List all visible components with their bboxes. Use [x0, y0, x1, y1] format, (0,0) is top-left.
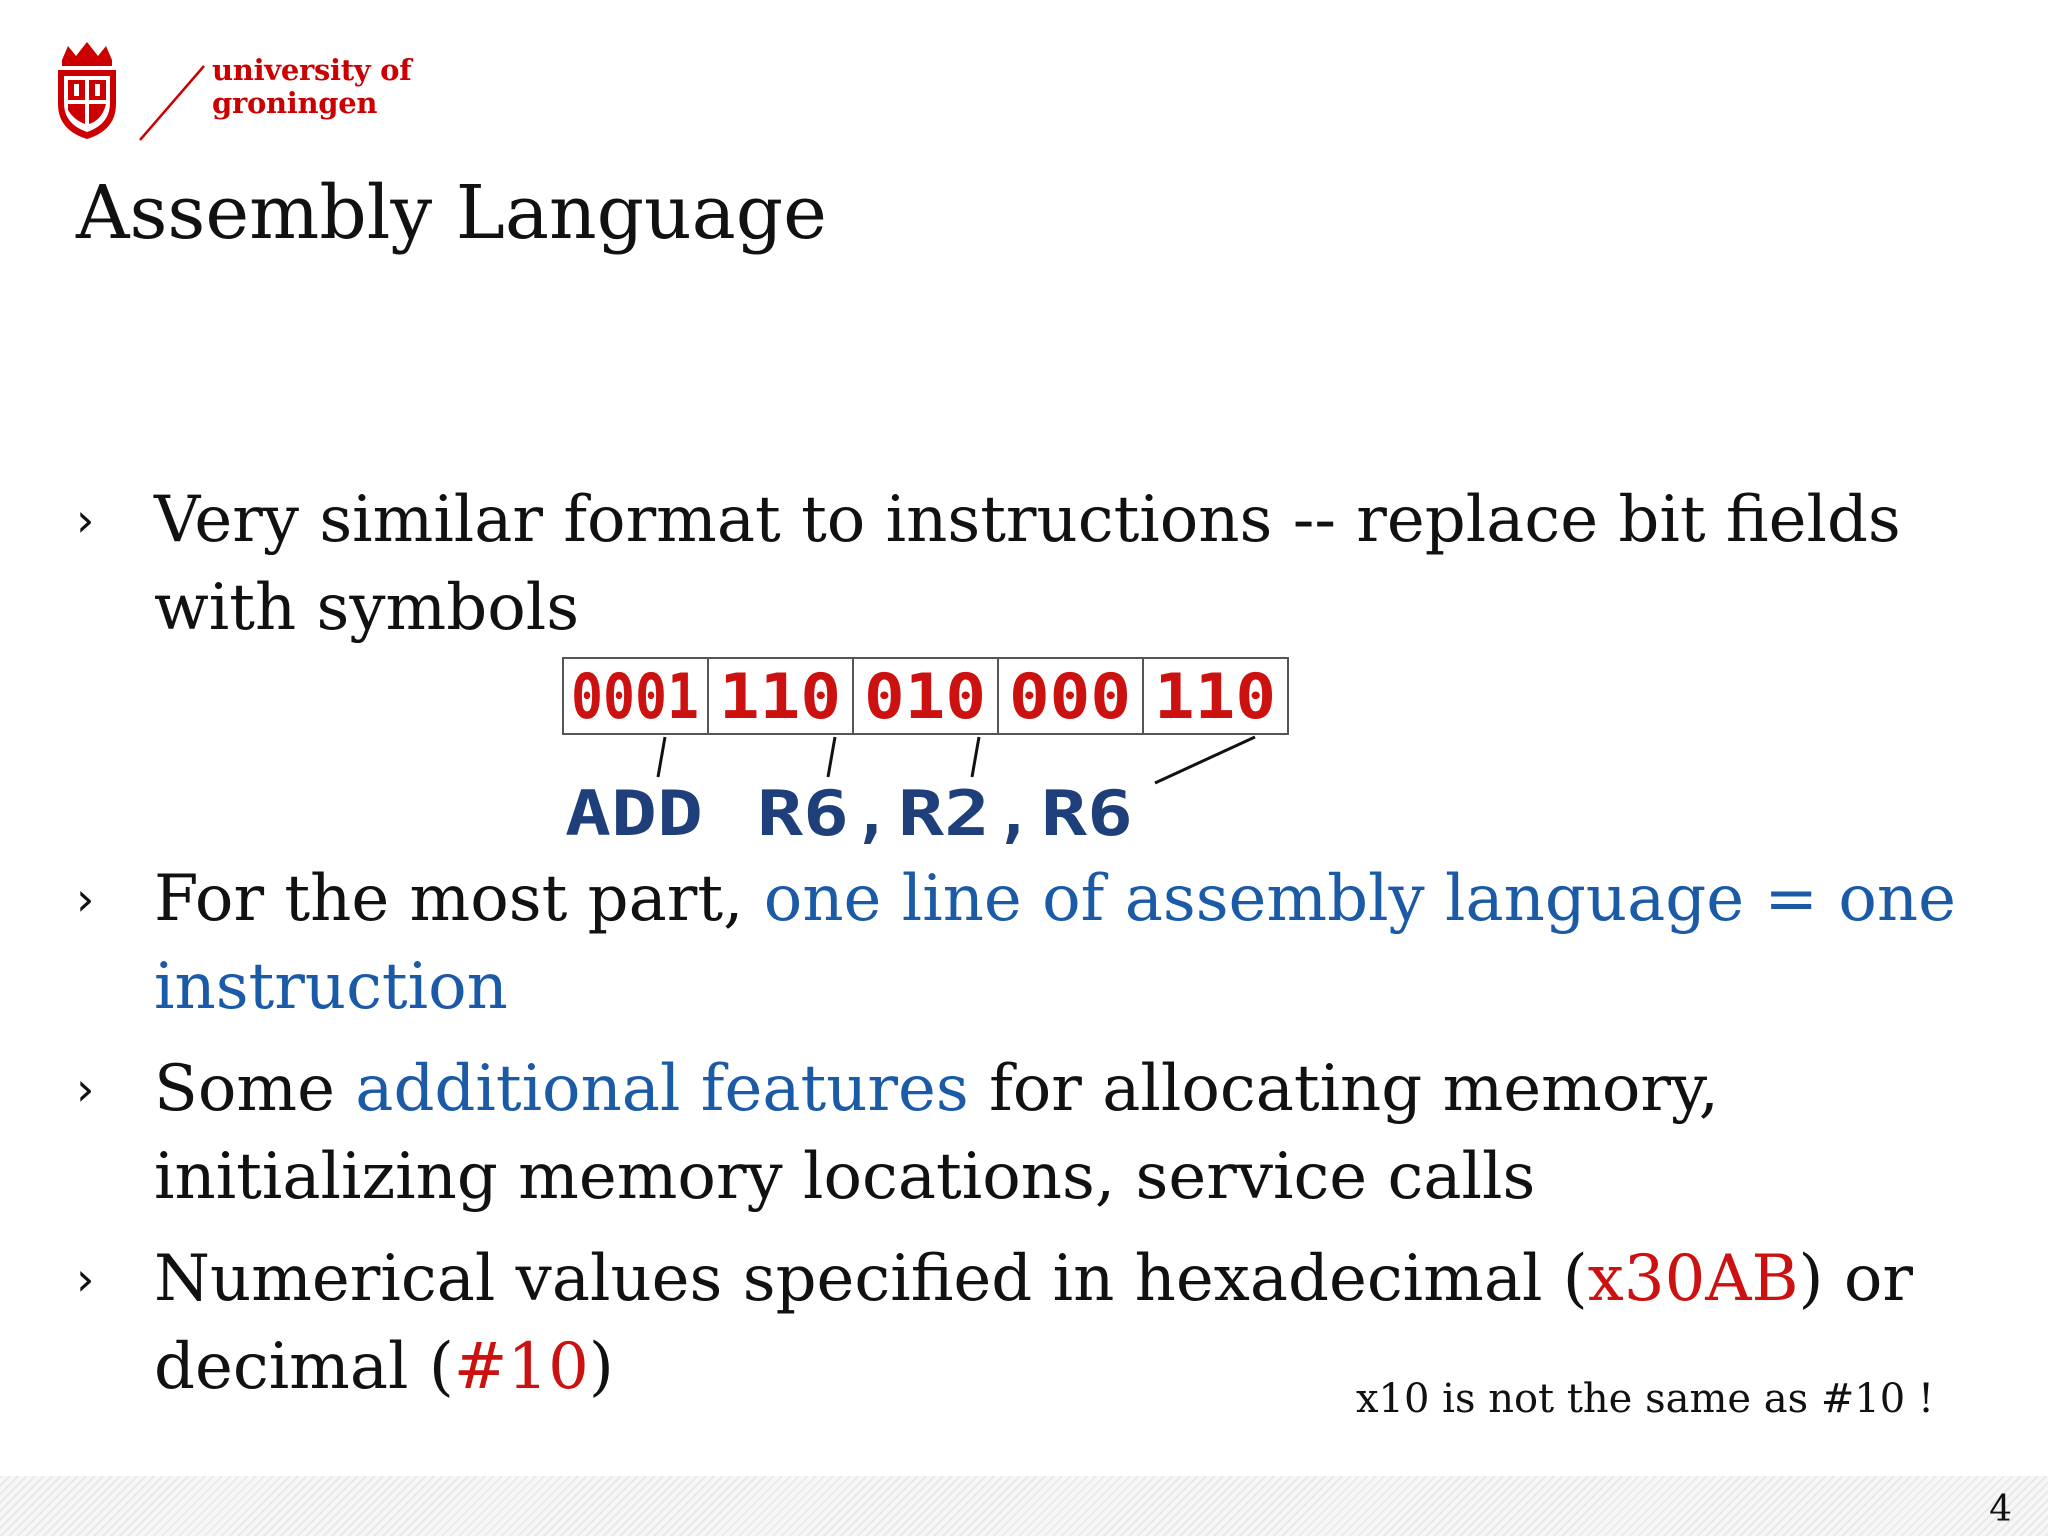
asm-arg-sr2: R6: [1041, 777, 1133, 850]
bullet-text: [154, 1045, 1794, 1221]
bullet-text-plain: ) or decimal (: [154, 1242, 1913, 1404]
bit-field-row: [563, 658, 1288, 734]
asm-separator: ,: [995, 777, 1033, 850]
instruction-encoding-diagram: [555, 655, 1355, 855]
bullet-text: Very similar format to instructions -- replace bit fields with symbols: [154, 483, 1901, 645]
bullet-1: [76, 476, 1976, 652]
footnote-remark: x10 is not the same as #10 !: [1356, 1376, 1935, 1422]
connector-opcode: [658, 737, 665, 777]
bullet-text: [154, 855, 1994, 1031]
slide-footer-band: [0, 1476, 2048, 1536]
slide-title: Assembly Language: [76, 170, 827, 256]
bit-field-dr: 110: [719, 660, 841, 733]
bullet-marker-icon: ›: [76, 493, 95, 547]
connector-sr1: [972, 737, 979, 777]
logo-divider-slash: [132, 40, 222, 150]
bit-field-mode: 000: [1009, 660, 1131, 733]
university-crest-icon: [52, 40, 122, 140]
bullet-text-plain: for allocating memory, initializing memory locations, service calls: [154, 1052, 1719, 1214]
bullet-text-highlight: additional features: [355, 1052, 969, 1126]
bullet-marker-icon: ›: [76, 1062, 95, 1116]
bullet-2: [76, 855, 1976, 1031]
university-name: [212, 54, 411, 120]
bit-field-sr1: 010: [864, 660, 986, 733]
asm-opcode: ADD: [565, 777, 703, 850]
bullet-text-highlight: one line of assembly language = one instruction: [154, 862, 1956, 1024]
asm-separator: ,: [853, 777, 891, 850]
bit-field-opcode: 0001: [571, 660, 699, 733]
bullet-marker-icon: ›: [76, 1252, 95, 1306]
page-number: 4: [1989, 1489, 2012, 1530]
university-name-line2: groningen: [212, 86, 378, 120]
connector-dr: [828, 737, 835, 777]
bullet-text-plain: For the most part,: [154, 862, 764, 936]
bullet-text-plain: Some: [154, 1052, 356, 1126]
bullet-text-plain: Numerical values specified in hexadecimal (: [154, 1242, 1588, 1316]
connector-sr2: [1155, 737, 1255, 783]
bullet-3: [76, 1045, 1976, 1221]
university-name-line1: university of: [212, 53, 412, 87]
asm-arg-sr1: R2: [898, 777, 990, 850]
hex-example: x30AB: [1587, 1242, 1799, 1316]
decimal-example: #10: [453, 1330, 589, 1404]
bullet-text-plain: ): [588, 1330, 614, 1404]
bullet-marker-icon: ›: [76, 872, 95, 926]
assembly-row: [565, 777, 1133, 850]
asm-arg-dr: R6: [757, 777, 849, 850]
bit-field-sr2: 110: [1154, 660, 1276, 733]
